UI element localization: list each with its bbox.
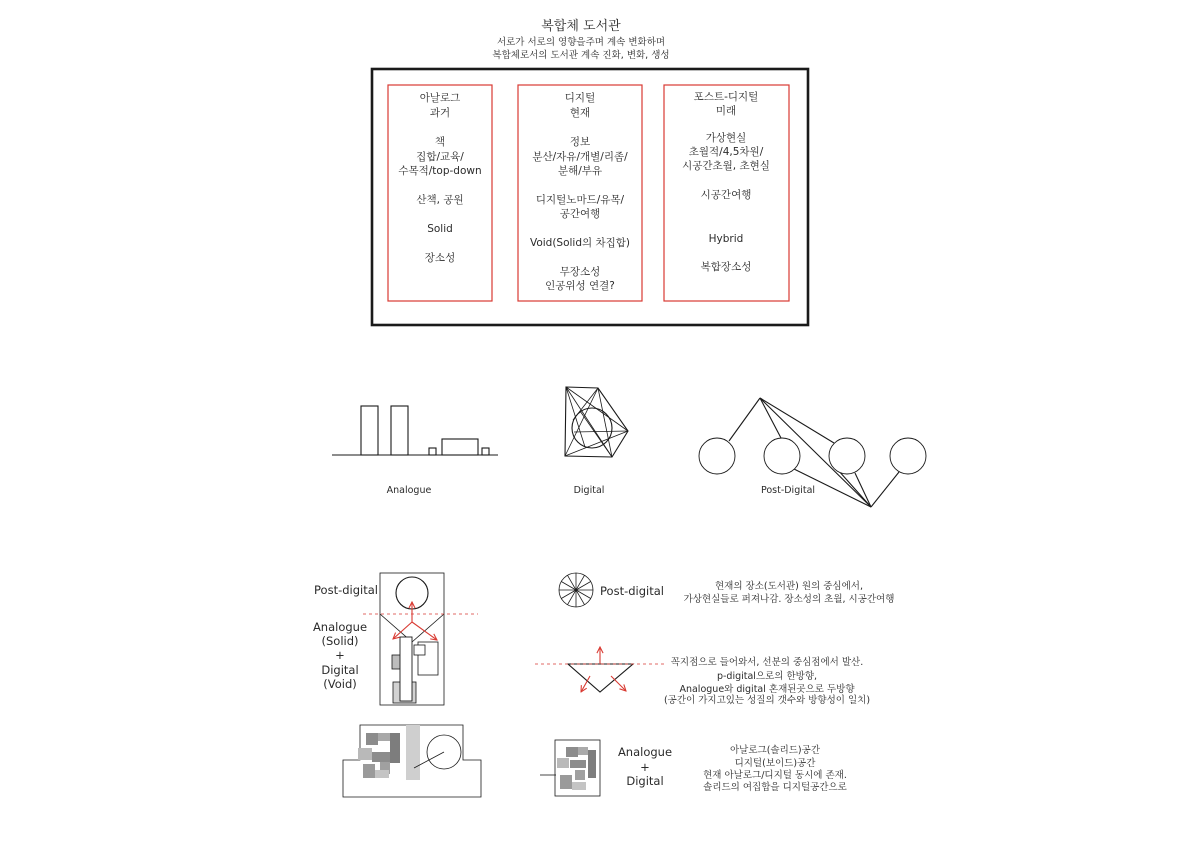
column-line: 인공위성 연결? bbox=[545, 280, 615, 292]
radial-circle-icon bbox=[559, 573, 593, 607]
link-line bbox=[871, 472, 899, 507]
column-line: 초월적/4,5차원/ bbox=[688, 146, 764, 158]
direction-arrow bbox=[611, 676, 626, 691]
tower-block bbox=[361, 406, 378, 455]
digital-label: Digital bbox=[573, 485, 605, 496]
small-block bbox=[429, 448, 436, 455]
note-line: 현재 아날로그/디지털 동시에 존재. bbox=[703, 770, 847, 781]
note-stack-line: Digital bbox=[626, 774, 664, 788]
note-line: 디지털(보이드)공간 bbox=[734, 758, 816, 769]
massing-diagram bbox=[343, 725, 481, 797]
note-line: 꼭지점으로 들어와서, 선분의 중심점에서 발산. bbox=[670, 657, 864, 668]
mini-pixel-blocks bbox=[557, 747, 596, 790]
network-edge bbox=[574, 431, 628, 432]
digital-diagram bbox=[565, 387, 628, 496]
solid-block bbox=[400, 637, 412, 701]
column-line: 수목적/top-down bbox=[398, 165, 482, 177]
note-line: 아날로그(솔리드)공간 bbox=[729, 745, 821, 756]
direction-arrow bbox=[581, 676, 590, 692]
note-triangle bbox=[535, 647, 870, 706]
column-line: 가상현실 bbox=[705, 132, 747, 144]
direction-arrow bbox=[393, 622, 412, 639]
column-era: 현재 bbox=[569, 107, 591, 119]
post-digital-label: Post-Digital bbox=[760, 485, 816, 496]
note-line: (공간이 가지고있는 성질의 갯수와 방향성이 일치) bbox=[663, 695, 871, 706]
node-circle bbox=[829, 438, 865, 474]
column-line: Hybrid bbox=[708, 233, 744, 245]
node-circle bbox=[699, 438, 735, 474]
column-heading: 포스트-디지털 bbox=[693, 91, 759, 103]
link-line bbox=[729, 398, 760, 441]
post-digital-diagram bbox=[699, 398, 926, 507]
title-block bbox=[492, 18, 669, 61]
column-line: 복합장소성 bbox=[700, 261, 752, 273]
node-circle bbox=[764, 438, 800, 474]
subtitle-line: 서로가 서로의 영향을주며 계속 변화하며 bbox=[496, 37, 666, 48]
column-era: 과거 bbox=[429, 107, 451, 119]
link-line bbox=[838, 470, 871, 507]
link-line bbox=[760, 398, 834, 443]
note-stack-line: Analogue bbox=[617, 745, 673, 759]
column-line: 정보 bbox=[569, 136, 591, 148]
column-line: 공간여행 bbox=[559, 208, 601, 220]
column-line: 책 bbox=[434, 136, 446, 148]
subtitle-line: 복합체로서의 도서관 계속 진화, 변화, 생성 bbox=[492, 50, 670, 61]
column-line: 집합/교육/ bbox=[416, 151, 464, 163]
composite-post-digital-label: Post-digital bbox=[314, 583, 378, 597]
column-line: 디지털노마드/유목/ bbox=[535, 194, 625, 206]
analogue-diagram bbox=[332, 406, 498, 496]
column-line: 분해/부유 bbox=[557, 165, 603, 177]
column-line: Solid bbox=[427, 223, 453, 235]
composite-stack-line: (Void) bbox=[323, 677, 357, 691]
column-line: 장소성 bbox=[424, 252, 456, 264]
note-line: p-digital으로의 한방향, bbox=[716, 671, 818, 682]
column-line: 분산/자유/개별/리좀/ bbox=[532, 151, 628, 163]
note-line: 솔리드의 여집합을 디지털공간으로 bbox=[703, 782, 847, 793]
composite-section bbox=[313, 573, 478, 705]
network-outline bbox=[565, 387, 628, 457]
composite-stack-line: Analogue bbox=[312, 620, 368, 634]
column-heading: 아날로그 bbox=[419, 92, 461, 104]
column-line: 산책, 공원 bbox=[416, 194, 464, 206]
note-line: 현재의 장소(도서관) 원의 중심에서, bbox=[715, 581, 863, 592]
column-line: 무장소성 bbox=[559, 266, 601, 278]
note-analogue-digital bbox=[540, 740, 847, 796]
note-radial bbox=[559, 573, 894, 607]
composite-stack-line: (Solid) bbox=[321, 634, 359, 648]
triangle-edge bbox=[412, 614, 444, 642]
void-strip bbox=[406, 725, 420, 780]
page-title: 복합체 도서관 bbox=[541, 19, 621, 34]
column-line: 시공간초월, 초현실 bbox=[682, 160, 770, 172]
concept-table bbox=[372, 69, 808, 325]
column-analogue bbox=[388, 85, 492, 301]
column-post-digital bbox=[664, 85, 789, 301]
small-block bbox=[482, 448, 489, 455]
column-era: 미래 bbox=[715, 105, 737, 117]
composite-stack-line: Digital bbox=[321, 663, 359, 677]
direction-arrow bbox=[412, 622, 437, 640]
note-stack-line: + bbox=[640, 760, 650, 774]
solid-block bbox=[414, 645, 425, 655]
note-line: 가상현실들로 퍼져나감. 장소성의 초월, 시공간여행 bbox=[683, 594, 895, 605]
note-post-digital-label: Post-digital bbox=[600, 584, 664, 598]
low-block bbox=[442, 439, 478, 455]
column-digital bbox=[518, 85, 642, 301]
column-heading: 디지털 bbox=[564, 92, 596, 104]
link-line bbox=[855, 473, 871, 507]
note-line: Analogue와 digital 혼재된곳으로 두방향 bbox=[679, 684, 855, 695]
analogue-label: Analogue bbox=[386, 485, 432, 496]
column-line: Void(Solid의 차집합) bbox=[529, 237, 631, 249]
composite-stack-line: + bbox=[335, 648, 345, 662]
tower-block bbox=[391, 406, 408, 455]
solid-pixel-blocks bbox=[358, 733, 400, 778]
column-line: 시공간여행 bbox=[700, 189, 752, 201]
node-circle bbox=[890, 438, 926, 474]
